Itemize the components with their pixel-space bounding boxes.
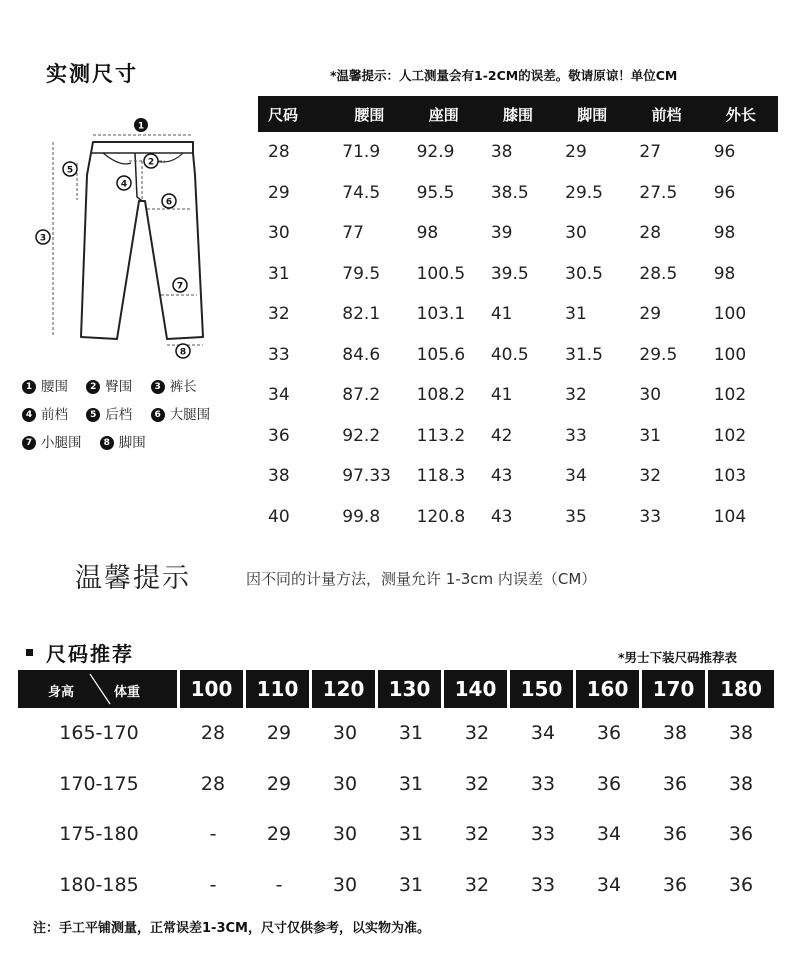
table-cell: 41 [490,304,513,325]
size-cell: - [275,873,283,896]
table-cell: 103.1 [416,304,466,325]
table-cell: 102 [713,385,747,406]
corner-label-height: 身高 [48,685,75,700]
size-cell: 29 [266,772,292,795]
section-title-measured: 实测尺寸 [46,62,138,86]
table-cell: 30 [268,223,290,244]
table-cell: 42 [490,425,513,446]
marker-7 [173,278,187,292]
table-cell: 29.5 [565,182,603,203]
svg-text:2: 2 [147,157,155,168]
legend-item [86,403,132,423]
legend-label: 裤长 [169,379,197,395]
marker-1 [134,118,148,132]
table-cell: 96 [713,142,736,163]
table-row [258,173,778,214]
legend-number: 1 [22,380,36,394]
size-cell: - [209,823,217,846]
table-cell: 32 [565,385,587,406]
legend-item [151,403,211,423]
table-cell: 29 [639,304,662,325]
table-cell: 34 [565,466,587,487]
marker-5 [63,162,77,176]
size-cell: 28 [200,772,226,795]
size-cell: 36 [596,722,622,745]
legend-label: 前档 [41,407,68,423]
weight-header: 110 [246,670,312,708]
marker-2 [144,154,158,168]
square-bullet-icon [26,649,33,656]
legend-label: 小腿围 [41,435,82,451]
table-row [258,416,778,457]
table-cell: 28 [639,223,662,244]
size-cell: 28 [200,722,226,745]
table-cell: 95.5 [416,182,455,203]
measured-size-table [258,96,778,537]
size-cell: 33 [530,772,556,795]
svg-text:4: 4 [120,179,128,190]
legend-label: 腰围 [41,379,68,395]
column-header: 外长 [704,96,778,132]
table-cell: 79.5 [342,263,381,284]
size-cell: 33 [530,823,556,846]
weight-header: 160 [576,670,642,708]
table-cell: 40 [268,506,290,527]
table-header-row [18,670,774,708]
table-cell: 38 [490,142,513,163]
size-cell: - [209,873,217,896]
size-cell: 36 [662,873,688,896]
legend-item [22,375,68,395]
table-cell: 39.5 [490,263,529,284]
legend-label: 大腿围 [169,407,211,423]
size-recommend-table [18,670,774,910]
size-cell: 29 [266,823,292,846]
size-cell: 38 [728,772,754,795]
table-cell: 102 [713,425,747,446]
column-header: 前档 [629,96,703,132]
table-cell: 104 [713,506,747,527]
table-cell: 30 [565,223,587,244]
legend-item [100,431,146,451]
table-cell: 82.1 [342,304,381,325]
table-cell: 34 [268,385,290,406]
table-row [258,456,778,497]
marker-6 [162,194,176,208]
svg-text:6: 6 [165,197,173,208]
table-cell: 40.5 [490,344,529,365]
marker-3 [36,230,50,244]
size-cell: 31 [398,722,424,745]
size-cell: 30 [332,823,358,846]
table-row [258,335,778,376]
table-cell: 29 [268,182,290,203]
svg-text:1: 1 [137,121,145,132]
size-cell: 31 [398,823,424,846]
table-cell: 38 [268,466,290,487]
table-cell: 118.3 [416,466,466,487]
table-row [258,375,778,416]
legend-number: 8 [100,436,114,450]
table-cell: 96 [713,182,736,203]
table-cell: 28.5 [639,263,678,284]
legend-label: 后档 [105,407,133,423]
table-row [258,132,778,173]
column-header: 脚围 [555,96,629,132]
legend-item [86,375,132,395]
table-cell: 31 [639,425,662,446]
size-cell: 38 [662,722,688,745]
table-cell: 120.8 [416,506,466,527]
height-range-cell: 180-185 [59,873,139,896]
svg-text:3: 3 [39,233,47,244]
table-cell: 113.2 [416,425,466,446]
diagram-legend-row-2 [22,403,224,423]
diagram-legend-row-3 [22,431,160,451]
legend-number: 3 [151,380,165,394]
table-cell: 105.6 [416,344,466,365]
weight-header: 120 [312,670,378,708]
weight-header: 180 [708,670,774,708]
table-cell: 98 [713,263,736,284]
table-cell: 84.6 [342,344,381,365]
marker-8 [176,344,190,358]
size-cell: 32 [464,722,490,745]
legend-number: 5 [86,408,100,422]
table-cell: 100 [713,304,747,325]
table-cell: 92.2 [342,425,381,446]
diagram-legend-row-1 [22,375,211,395]
size-cell: 31 [398,772,424,795]
table-cell: 108.2 [416,385,466,406]
weight-header: 140 [444,670,510,708]
section-title-recommend: 尺码推荐 [46,642,134,666]
table-cell: 99.8 [342,506,381,527]
size-cell: 36 [662,772,688,795]
table-row [258,254,778,295]
column-header: 腰围 [332,96,406,132]
table-cell: 41 [490,385,513,406]
legend-label: 臀围 [105,379,133,395]
weight-header: 130 [378,670,444,708]
table-cell: 36 [268,425,290,446]
legend-number: 6 [151,408,165,422]
table-cell: 32 [268,304,290,325]
table-row [258,294,778,335]
table-cell: 38.5 [490,182,529,203]
tip-text: 因不同的计量方法，测量允许 1-3cm 内误差（CM） [246,570,597,588]
size-cell: 36 [728,873,754,896]
diagonal-line [18,670,180,708]
size-cell: 34 [596,873,622,896]
table-cell: 30.5 [565,263,603,284]
size-cell: 32 [464,873,490,896]
table-cell: 27.5 [639,182,678,203]
table-cell: 97.33 [342,466,391,487]
legend-item [151,375,197,395]
legend-number: 2 [86,380,100,394]
column-header: 膝围 [481,96,555,132]
table-cell: 28 [268,142,290,163]
table-cell: 33 [639,506,662,527]
table-cell: 27 [639,142,662,163]
table-cell: 98 [713,223,736,244]
table-cell: 30 [639,385,662,406]
pants-diagram [25,105,225,365]
marker-4 [117,176,131,190]
table-cell: 29 [565,142,587,163]
weight-header: 170 [642,670,708,708]
size-cell: 36 [596,772,622,795]
recommend-note: *男士下装尺码推荐表 [618,650,738,665]
table-header-row [258,96,778,132]
legend-item [22,403,68,423]
table-cell: 87.2 [342,385,381,406]
size-cell: 36 [662,823,688,846]
table-row [258,497,778,538]
size-cell: 32 [464,772,490,795]
size-cell: 33 [530,873,556,896]
table-cell: 100 [713,344,747,365]
table-cell: 33 [268,344,290,365]
column-header: 座围 [407,96,481,132]
size-cell: 31 [398,873,424,896]
table-cell: 71.9 [342,142,381,163]
weight-header: 100 [180,670,246,708]
table-cell: 92.9 [416,142,455,163]
footnote: 注：手工平铺测量，正常误差1-3CM，尺寸仅供参考，以实物为准。 [33,921,430,936]
table-row [18,708,774,759]
table-cell: 43 [490,506,513,527]
size-cell: 29 [266,722,292,745]
table-cell: 29.5 [639,344,678,365]
table-cell: 98 [416,223,439,244]
legend-label: 脚围 [118,435,146,451]
table-cell: 39 [490,223,513,244]
height-range-cell: 165-170 [59,722,139,745]
table-cell: 31 [565,304,587,325]
tip-title: 温馨提示 [75,563,191,594]
table-cell: 31 [268,263,290,284]
column-header: 尺码 [258,96,332,132]
corner-label-weight: 体重 [114,685,141,700]
size-cell: 32 [464,823,490,846]
table-row [18,809,774,860]
size-cell: 36 [728,823,754,846]
table-row [18,860,774,911]
size-cell: 34 [596,823,622,846]
svg-text:5: 5 [66,165,74,176]
table-cell: 35 [565,506,587,527]
weight-header: 150 [510,670,576,708]
svg-text:7: 7 [176,281,184,292]
table-cell: 77 [342,223,364,244]
table-cell: 100.5 [416,263,466,284]
table-row [258,213,778,254]
table-cell: 31.5 [565,344,603,365]
size-cell: 30 [332,722,358,745]
legend-number: 7 [22,436,36,450]
height-range-cell: 170-175 [59,772,139,795]
legend-item [22,431,82,451]
svg-text:8: 8 [179,347,187,358]
table-cell: 103 [713,466,747,487]
corner-header [18,670,180,708]
height-range-cell: 175-180 [59,823,139,846]
measurement-note: *温馨提示：人工测量会有1-2CM的误差。敬请原谅！单位CM [330,68,678,83]
size-cell: 30 [332,772,358,795]
table-cell: 74.5 [342,182,381,203]
table-row [18,759,774,810]
size-cell: 34 [530,722,556,745]
table-cell: 33 [565,425,587,446]
table-cell: 43 [490,466,513,487]
size-cell: 30 [332,873,358,896]
size-cell: 38 [728,722,754,745]
table-cell: 32 [639,466,662,487]
legend-number: 4 [22,408,36,422]
